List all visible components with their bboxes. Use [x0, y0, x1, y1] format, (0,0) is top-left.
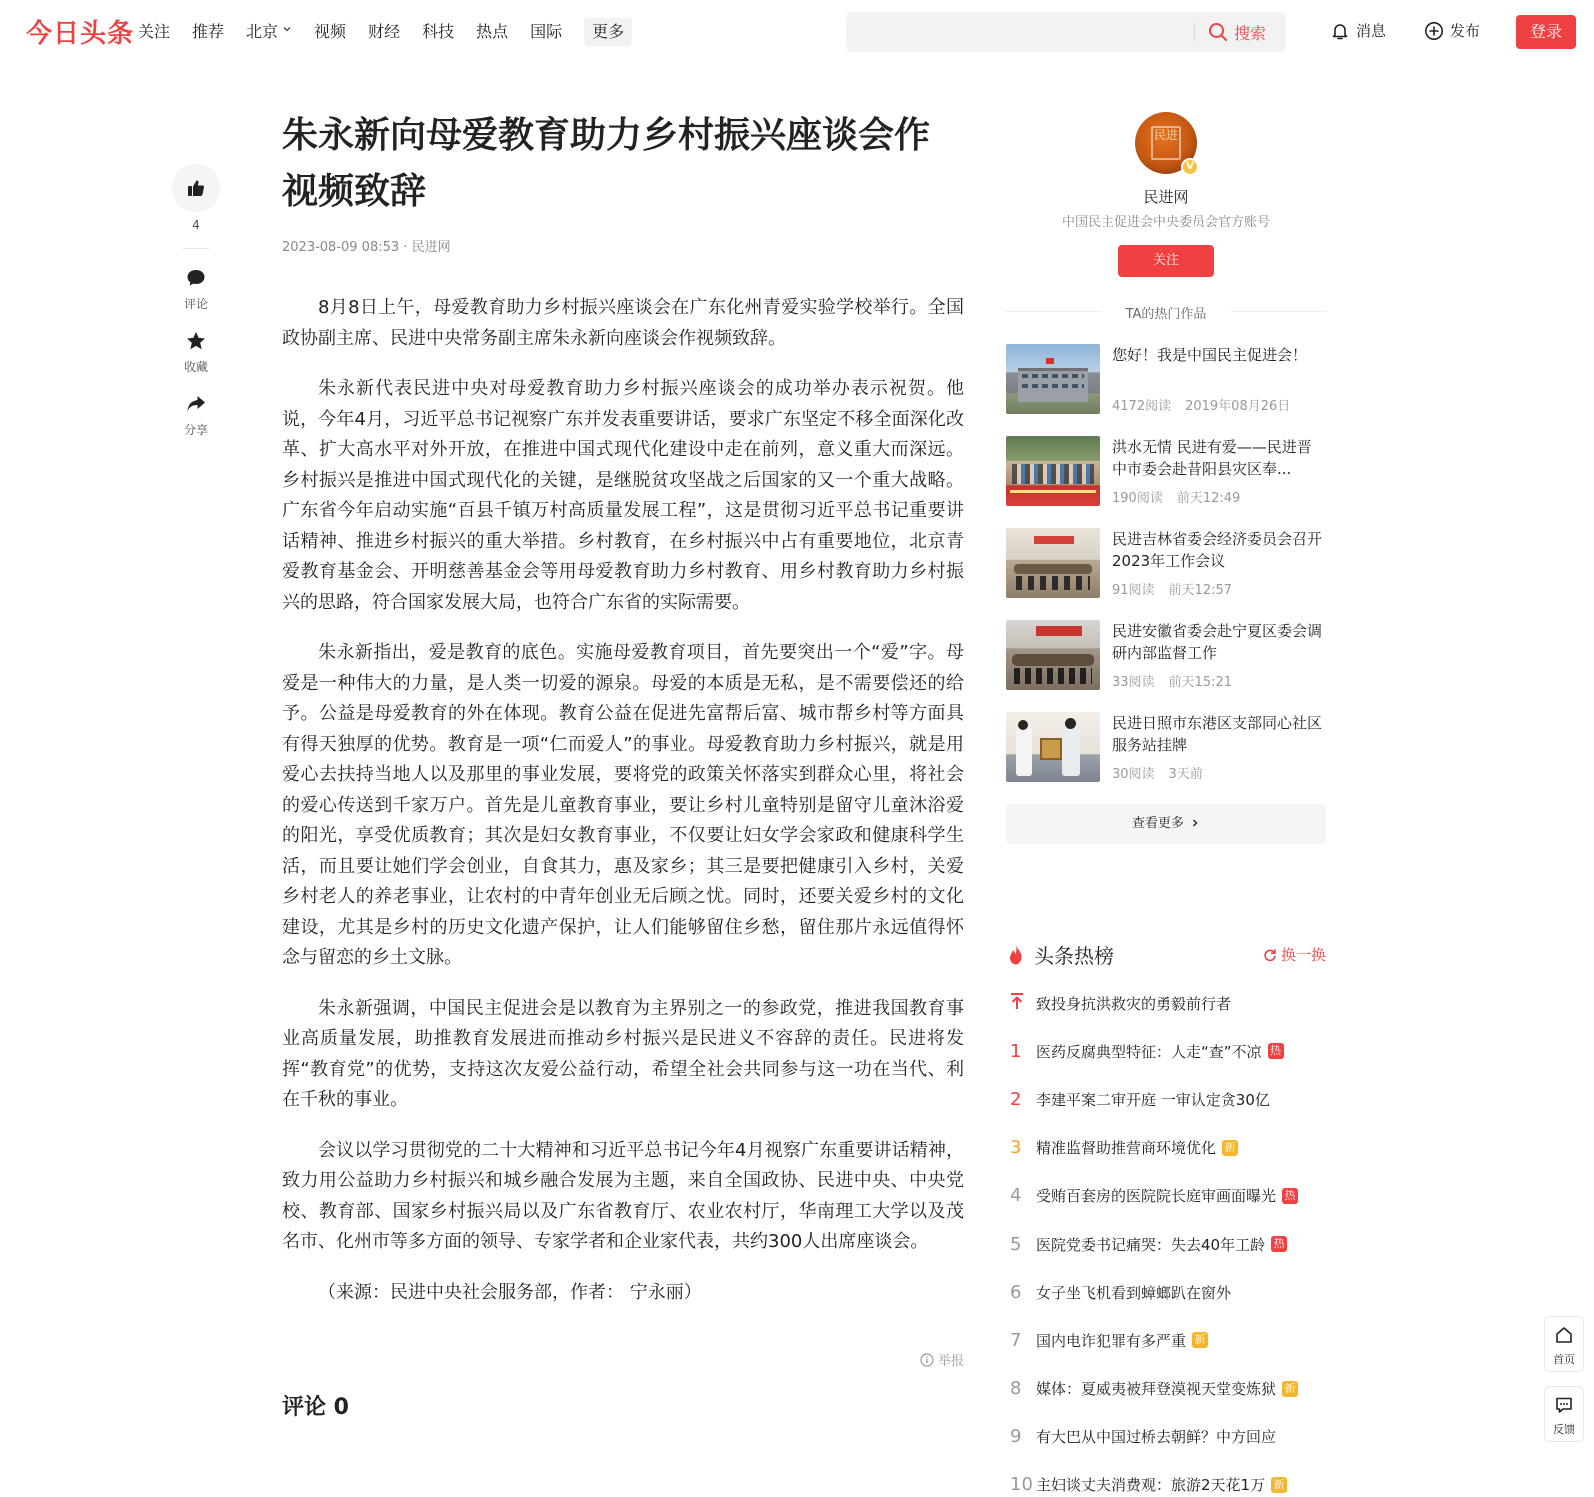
- search-label: 搜索: [1234, 23, 1267, 43]
- comment-icon: [185, 267, 207, 289]
- follow-button[interactable]: 关注: [1118, 245, 1214, 277]
- hot-rank: 8: [1010, 1378, 1022, 1400]
- feedback-float-button[interactable]: [1544, 1386, 1584, 1442]
- hot-rank: 5: [1010, 1233, 1022, 1255]
- hot-item-text: 有大巴从中国过桥去朝鲜？中方回应: [1036, 1428, 1277, 1447]
- action-rail: [172, 164, 222, 438]
- publish-button[interactable]: [1424, 20, 1480, 41]
- hot-item[interactable]: [1006, 1172, 1326, 1220]
- report-label: 举报: [937, 1354, 964, 1369]
- nav-label: 国际: [530, 22, 563, 41]
- hot-item[interactable]: [1006, 1365, 1326, 1413]
- hot-item-text: 致投身抗洪救灾的勇毅前行者: [1036, 994, 1232, 1013]
- work-thumbnail: [1006, 620, 1100, 690]
- hot-works-title: TA的热门作品: [1006, 303, 1326, 322]
- comment-button[interactable]: [172, 267, 220, 312]
- search-icon: [1208, 22, 1228, 42]
- messages-button[interactable]: [1330, 20, 1386, 41]
- article-title: 朱永新向母爱教育助力乡村振兴座谈会作视频致辞: [282, 115, 931, 212]
- nav-tech[interactable]: [422, 18, 454, 46]
- article-meta: [282, 236, 964, 255]
- hot-item-text: 李建平案二审开庭 一审认定贪30亿: [1036, 1090, 1270, 1109]
- channel-nav: [138, 18, 654, 46]
- avatar[interactable]: [1135, 112, 1197, 174]
- hot-list: [1006, 940, 1326, 1497]
- top-header: [0, 0, 1594, 64]
- hot-items: [1006, 979, 1326, 1497]
- work-title: 您好！我是中国民主促进会！: [1112, 346, 1308, 364]
- hot-rank: 6: [1010, 1281, 1022, 1303]
- chevron-right-icon: [1190, 818, 1200, 828]
- work-reads: 190阅读: [1112, 491, 1163, 506]
- nav-more[interactable]: [584, 18, 632, 46]
- new-badge: 新: [1222, 1140, 1238, 1156]
- hot-item[interactable]: [1006, 1268, 1326, 1316]
- meta-separator: ·: [403, 240, 408, 255]
- refresh-label: 换一换: [1280, 946, 1326, 964]
- article: [282, 108, 964, 1420]
- collect-label: 收藏: [183, 360, 208, 374]
- feedback-label: 反馈: [1553, 1423, 1575, 1436]
- hot-rank: 4: [1010, 1185, 1022, 1207]
- nav-label: 热点: [476, 22, 509, 41]
- home-icon: [1554, 1325, 1574, 1345]
- hot-list-header: [1006, 940, 1326, 969]
- hot-list-title: [1006, 940, 1114, 969]
- work-thumbnail: [1006, 436, 1100, 506]
- author-card: [1006, 112, 1326, 844]
- comments-title: 评论 0: [282, 1395, 349, 1420]
- work-info: [1112, 620, 1326, 690]
- publish-label: 发布: [1450, 22, 1481, 40]
- hot-item-text: 女子坐飞机看到蟑螂趴在窗外: [1036, 1283, 1232, 1302]
- work-item[interactable]: [1006, 344, 1326, 414]
- hot-item[interactable]: [1006, 1316, 1326, 1364]
- report-button[interactable]: [920, 1350, 964, 1369]
- collect-button[interactable]: [172, 330, 220, 375]
- work-stats: [1112, 487, 1240, 506]
- work-reads: 91阅读: [1112, 583, 1155, 598]
- article-paragraph: 朱永新指出，爱是教育的底色。实施母爱教育项目，首先要突出一个“爱”字。母爱是一种伟大的力量，是人类一切爱的源泉。母爱的本质是无私，是不需要偿还的给予。公益是母爱教育的外在体现。教育公益在促进先富帮后富、城市帮乡村等方面具有得天独厚的优势。教育是一项“仁而爱人”的事业。母爱教育助力乡村振兴，就是用爱心去扶持当地人以及那里的事业发展，要将党的政策关怀落实到群众心里，将社会的爱心传送到千家万户。首先是儿童教育事业，要让乡村儿童特别是留守儿童沐浴爱的阳光，享受优质教育；其次是妇女教育事业，不仅要让妇女学会家政和健康科学生活，而且要让她们学会创业，自食其力，惠及家乡；其三是要把健康引入乡村，关爱乡村老人的养老事业，让农村的中青年创业无后顾之忧。同时，还要关爱乡村的文化建设，尤其是乡村的历史文化遗产保护，让人们能够留住乡愁，留住那片永远值得怀念与留恋的乡土文脉。: [282, 642, 964, 968]
- work-stats: [1112, 395, 1290, 414]
- new-badge: 新: [1192, 1332, 1208, 1348]
- work-stats: [1112, 671, 1232, 690]
- work-reads: 30阅读: [1112, 767, 1155, 782]
- work-time: 2019年08月26日: [1185, 399, 1291, 414]
- bell-icon: [1330, 21, 1350, 41]
- info-icon: [920, 1353, 934, 1367]
- new-badge: 新: [1271, 1477, 1287, 1493]
- article-source[interactable]: 民进网: [411, 240, 451, 255]
- article-body: [282, 293, 964, 1308]
- work-thumbnail: [1006, 528, 1100, 598]
- work-thumbnail: [1006, 344, 1100, 414]
- home-float-button[interactable]: [1544, 1316, 1584, 1372]
- hot-item-text: 医院党委书记痛哭：失去40年工龄: [1036, 1235, 1266, 1254]
- work-item[interactable]: [1006, 712, 1326, 782]
- work-reads: 4172阅读: [1112, 399, 1172, 414]
- thumbs-up-icon: [186, 178, 206, 198]
- work-stats: [1112, 579, 1232, 598]
- star-icon: [185, 330, 207, 352]
- hot-item-text: 媒体：夏威夷被拜登漠视天堂变炼狱: [1036, 1380, 1277, 1399]
- article-date: 2023-08-09 08:53: [282, 240, 400, 255]
- nav-label: 科技: [422, 22, 455, 41]
- nav-follow[interactable]: [138, 18, 170, 46]
- hot-badge: 热: [1282, 1188, 1298, 1204]
- work-time: 前天12:49: [1176, 491, 1241, 506]
- hot-rank: 3: [1010, 1137, 1022, 1159]
- hot-item[interactable]: [1006, 979, 1326, 1027]
- work-title: 民进吉林省委会经济委员会召开2023年工作会议: [1112, 530, 1323, 570]
- refresh-button[interactable]: [1263, 944, 1326, 965]
- hot-badge: 热: [1271, 1236, 1287, 1252]
- hot-item-text: 医药反腐典型特征：人走“查”不凉: [1036, 1042, 1262, 1061]
- work-time: 前天12:57: [1168, 583, 1233, 598]
- chevron-down-icon: [282, 18, 292, 46]
- messages-label: 消息: [1356, 22, 1387, 40]
- search-divider: [1194, 22, 1195, 42]
- work-title: 民进安徽省委会赴宁夏区委会调研内部监督工作: [1112, 622, 1323, 662]
- plus-circle-icon: [1424, 21, 1444, 41]
- share-label: 分享: [183, 423, 208, 437]
- feedback-icon: [1554, 1395, 1574, 1415]
- account-desc: 中国民主促进会中央委员会官方账号: [1061, 215, 1270, 230]
- hot-item[interactable]: [1006, 1413, 1326, 1461]
- site-logo[interactable]: 今日头条: [26, 19, 135, 49]
- hot-rank: 2: [1010, 1088, 1022, 1110]
- verified-icon: V: [1181, 158, 1199, 176]
- search-input[interactable]: [846, 12, 1286, 52]
- work-info: [1112, 528, 1326, 598]
- rail-divider: [183, 248, 209, 249]
- work-stats: [1112, 763, 1203, 782]
- like-count: 4: [192, 218, 200, 232]
- nav-label: 关注: [138, 22, 171, 41]
- work-item[interactable]: [1006, 620, 1326, 690]
- hot-item-text: 精准监督助推营商环境优化: [1036, 1139, 1217, 1158]
- comment-label: 评论: [183, 297, 208, 311]
- work-info: [1112, 436, 1326, 506]
- nav-finance[interactable]: [368, 18, 400, 46]
- hot-rank: 10: [1010, 1474, 1033, 1496]
- nav-label: 北京: [246, 22, 279, 41]
- login-button[interactable]: 登录: [1516, 15, 1576, 49]
- work-time: 3天前: [1168, 767, 1203, 782]
- avatar-text: 民进: [1151, 126, 1181, 160]
- work-item[interactable]: [1006, 528, 1326, 598]
- article-paragraph: 会议以学习贯彻党的二十大精神和习近平总书记今年4月视察广东重要讲话精神，致力用公益助力乡村振兴和城乡融合发展为主题，来自全国政协、民进中央、中央党校、教育部、国家乡村振兴局以及广东省教育厅、农业农村厅，华南理工大学以及茂名市、化州市等多方面的领导、专家学者和企业家代表，共约300人出席座谈会。: [282, 1139, 964, 1252]
- hot-item[interactable]: [1006, 1027, 1326, 1075]
- hot-rank: 9: [1010, 1426, 1022, 1448]
- nav-label: 财经: [368, 22, 401, 41]
- nav-label: 推荐: [192, 22, 225, 41]
- share-button[interactable]: [172, 393, 220, 438]
- work-info: [1112, 344, 1326, 414]
- work-reads: 33阅读: [1112, 675, 1155, 690]
- nav-recommend[interactable]: [192, 18, 224, 46]
- hot-item-text: 受贿百套房的医院院长庭审画面曝光: [1036, 1187, 1277, 1206]
- search-button[interactable]: [1208, 12, 1266, 52]
- work-title: 洪水无情 民进有爱——民进晋中市委会赴昔阳县灾区奉...: [1112, 438, 1312, 478]
- nav-beijing[interactable]: [246, 18, 292, 46]
- work-title: 民进日照市东港区支部同心社区服务站挂牌: [1112, 714, 1323, 754]
- work-item[interactable]: [1006, 436, 1326, 506]
- share-icon: [185, 393, 207, 415]
- like-button[interactable]: [172, 164, 220, 212]
- hot-item[interactable]: [1006, 1075, 1326, 1123]
- account-name[interactable]: 民进网: [1143, 188, 1189, 206]
- work-thumbnail: [1006, 712, 1100, 782]
- work-info: [1112, 712, 1326, 782]
- flame-icon: [1006, 944, 1026, 966]
- nav-label: 视频: [314, 22, 347, 41]
- nav-hot[interactable]: [476, 18, 508, 46]
- article-paragraph: 朱永新强调，中国民主促进会是以教育为主界别之一的参政党，推进我国教育事业高质量发展，助推教育发展进而推动乡村振兴是民进义不容辞的责任。民进将发挥“教育党”的优势，支持这次友爱公益行动，希望全社会共同参与这一功在当代、利在千秋的事业。: [282, 997, 964, 1110]
- hot-item[interactable]: [1006, 1461, 1326, 1497]
- article-paragraph: 朱永新代表民进中央对母爱教育助力乡村振兴座谈会的成功举办表示祝贺。他说，今年4月，习近平总书记视察广东并发表重要讲话，要求广东坚定不移全面深化改革、扩大高水平对外开放，在推进中国式现代化建设中走在前列，意义重大而深远。乡村振兴是推进中国式现代化的关键，是继脱贫攻坚战之后国家的又一个重大战略。广东省今年启动实施“百县千镇万村高质量发展工程”，这是贯彻习近平总书记重要讲话精神、推进乡村振兴的重大举措。乡村教育，在乡村振兴中占有重要地位，北京青爱教育基金会、开明慈善基金会等用母爱教育助力乡村教育、用乡村教育助力乡村振兴的思路，符合国家发展大局，也符合广东省的实际需要。: [282, 378, 964, 613]
- hot-rank: 7: [1010, 1329, 1022, 1351]
- hot-list-title-text: 头条热榜: [1034, 944, 1114, 968]
- new-badge: 新: [1282, 1381, 1298, 1397]
- pin-top-icon: [1006, 992, 1036, 1015]
- home-label: 首页: [1553, 1353, 1575, 1366]
- view-more-label: 查看更多: [1131, 816, 1184, 831]
- nav-international[interactable]: [530, 18, 562, 46]
- hot-item-text: 国内电诈犯罪有多严重: [1036, 1331, 1187, 1350]
- view-more-button[interactable]: [1006, 804, 1326, 844]
- hot-badge: 热: [1268, 1043, 1284, 1059]
- nav-video[interactable]: [314, 18, 346, 46]
- hot-item[interactable]: [1006, 1220, 1326, 1268]
- article-paragraph: 8月8日上午，母爱教育助力乡村振兴座谈会在广东化州青爱实验学校举行。全国政协副主席、民进中央常务副主席朱永新向座谈会作视频致辞。: [282, 297, 964, 349]
- hot-item-text: 主妇谈丈夫消费观：旅游2天花1万: [1036, 1476, 1266, 1495]
- article-paragraph: （来源：民进中央社会服务部，作者： 宁永丽）: [318, 1281, 702, 1303]
- work-time: 前天15:21: [1168, 675, 1233, 690]
- nav-label: 更多: [592, 22, 625, 41]
- hot-item[interactable]: [1006, 1124, 1326, 1172]
- hot-rank: 1: [1010, 1040, 1022, 1062]
- refresh-icon: [1263, 948, 1277, 962]
